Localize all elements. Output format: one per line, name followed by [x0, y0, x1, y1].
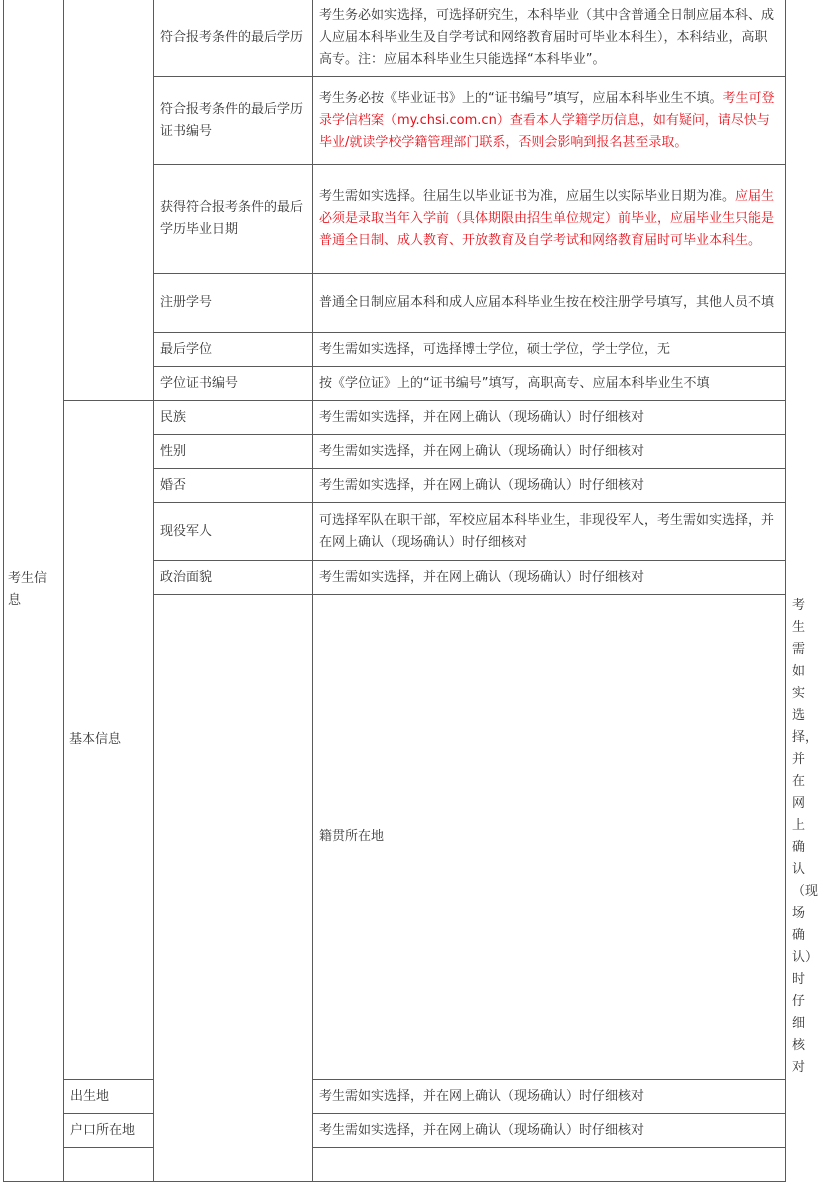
desc-text: 考生需如实选择，并在网上确认（现场确认）时仔细核对 [792, 598, 818, 1075]
field-description [313, 1080, 786, 1114]
subgroup-location [154, 595, 313, 1182]
field-description [313, 0, 786, 77]
desc-text: 可选择军队在职干部，军校应届本科毕业生，非现役军人，考生需如实选择，并在网上确认（现场确认）时仔细核对 [319, 512, 775, 550]
field-label: 政治面貌 [154, 561, 313, 595]
field-label: 学位证书编号 [154, 367, 313, 401]
desc-text: 考生需如实选择，并在网上确认（现场确认）时仔细核对 [319, 443, 645, 459]
field-description [313, 333, 786, 367]
group-label: 考生信息 [4, 0, 64, 1182]
desc-warning: 应届生必须是录取当年入学前（具体期限由招生单位规定）前毕业，应届毕业生只能是普通全日制、成人教育、开放教育及自学考试和网络教育届时可毕业本科生。 [319, 189, 775, 248]
field-description [313, 77, 786, 165]
field-label: 注册学号 [154, 274, 313, 333]
field-description [313, 1148, 786, 1182]
desc-text: 考生需如实选择，并在网上确认（现场确认）时仔细核对 [319, 1122, 645, 1138]
field-label: 符合报考条件的最后学历证书编号 [154, 77, 313, 165]
field-description [313, 435, 786, 469]
table-row [4, 0, 786, 77]
subgroup-basic-info: 基本信息 [64, 401, 154, 1080]
field-description [313, 274, 786, 333]
desc-text: 考生需如实选择，可选择博士学位，硕士学位，学士学位，无 [319, 341, 671, 357]
field-description [313, 561, 786, 595]
desc-text: 考生务必按《毕业证书》上的“证书编号”填写，应届本科毕业生不填。 [319, 90, 723, 106]
field-label: 婚否 [154, 469, 313, 503]
desc-text: 考生需如实选择，并在网上确认（现场确认）时仔细核对 [319, 1088, 645, 1104]
field-label: 出生地 [64, 1080, 154, 1114]
desc-text: 考生务必如实选择，可选择研究生，本科毕业（其中含普通全日制应届本科、成人应届本科毕业生及自学考试和网络教育届时可毕业本科生），本科结业，高职高专。注：应届本科毕业生只能选择“本科毕业”。 [319, 7, 775, 67]
field-label: 符合报考条件的最后学历 [154, 0, 313, 77]
field-label: 获得符合报考条件的最后学历毕业日期 [154, 165, 313, 274]
field-label: 籍贯所在地 [313, 595, 786, 1080]
field-label: 最后学位 [154, 333, 313, 367]
desc-text: 按《学位证》上的“证书编号”填写，高职高专、应届本科毕业生不填 [319, 375, 710, 391]
table-row [4, 1114, 786, 1148]
info-table [3, 0, 818, 1182]
subgroup-education [64, 0, 154, 401]
desc-warning: 考生可登录学信档案（my.chsi.com.cn）查看本人学籍学历信息，如有疑问，请尽快与毕业/就读学校学籍管理部门联系，否则会影响到报名甚至录取。 [319, 90, 775, 150]
field-description [313, 1114, 786, 1148]
desc-text: 考生需如实选择，并在网上确认（现场确认）时仔细核对 [319, 477, 645, 493]
field-description [313, 367, 786, 401]
table-row [4, 401, 786, 435]
field-description [313, 469, 786, 503]
field-description [313, 503, 786, 561]
field-description [313, 165, 786, 274]
desc-text: 考生需如实选择。往届生以毕业证书为准，应届生以实际毕业日期为准。 [319, 189, 736, 204]
desc-text: 普通全日制应届本科和成人应届本科毕业生按在校注册学号填写，其他人员不填 [319, 295, 775, 310]
table-row [4, 1080, 786, 1114]
field-label: 户口所在地 [64, 1114, 154, 1148]
desc-text: 考生需如实选择，并在网上确认（现场确认）时仔细核对 [319, 569, 645, 585]
field-label: 现役军人 [154, 503, 313, 561]
table-row [4, 1148, 786, 1182]
field-label [64, 1148, 154, 1182]
field-description [313, 401, 786, 435]
field-label: 民族 [154, 401, 313, 435]
desc-text: 考生需如实选择，并在网上确认（现场确认）时仔细核对 [319, 409, 645, 425]
field-label: 性别 [154, 435, 313, 469]
